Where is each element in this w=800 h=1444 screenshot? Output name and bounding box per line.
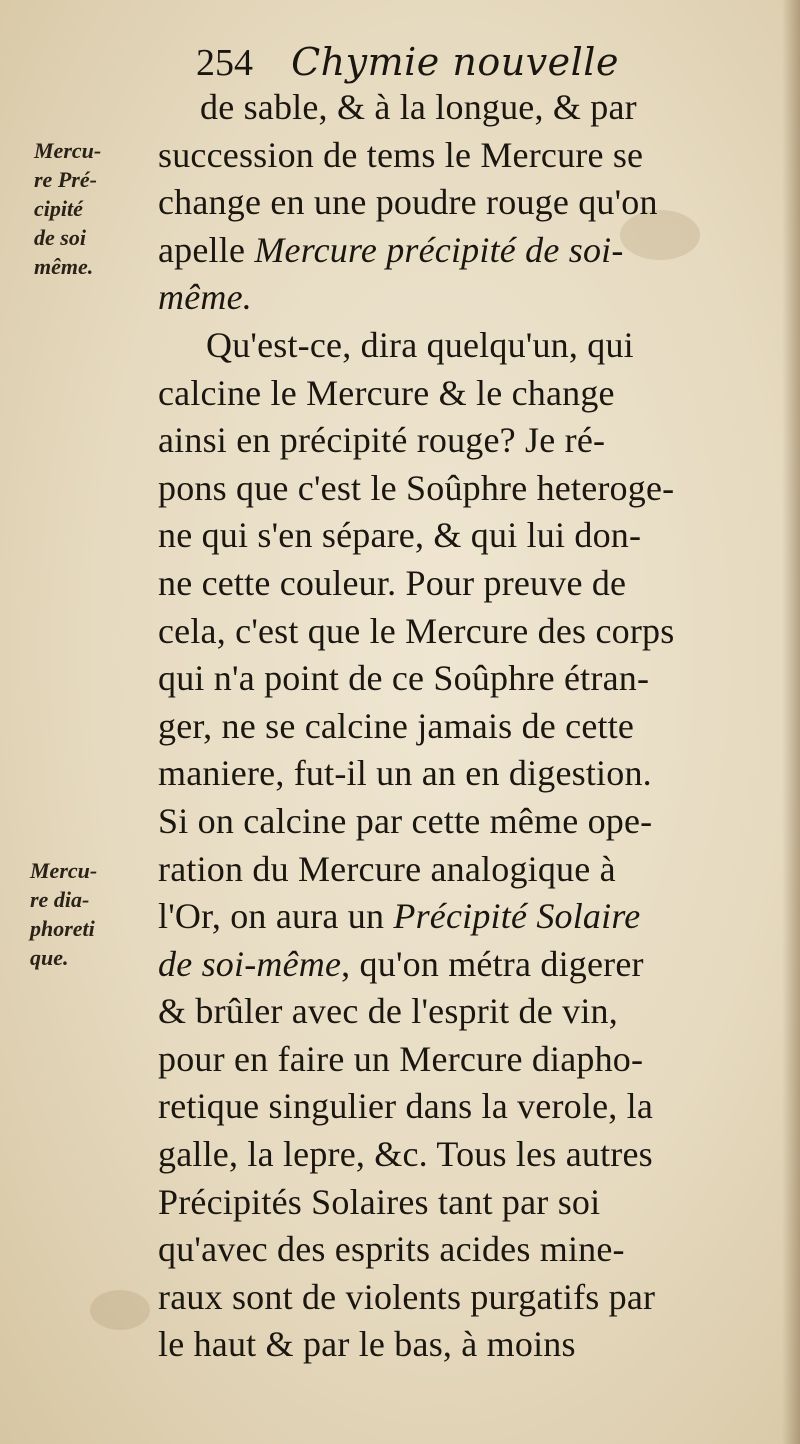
text-line-roman: apelle [158,229,255,270]
text-line [158,1321,768,1369]
text-line-roman: ne qui s'en sépare, & qui lui don- [158,515,642,556]
text-line-roman: , qu'on métra digerer [341,943,644,984]
text-line [158,417,768,465]
text-line-roman: change en une poudre rouge qu'on [158,182,658,223]
margin-note-line: re Pré- [34,167,97,192]
text-line-roman: pons que c'est le Soûphre heteroge- [158,467,675,508]
margin-note-line: phoreti [30,916,95,941]
text-line-roman: ainsi en précipité rouge? Je ré- [158,420,606,461]
text-line [158,1036,768,1084]
page-number: 254 [196,42,253,84]
margin-note-line: Mercu- [34,138,102,163]
text-line-roman: le haut & par le bas, à moins [158,1324,576,1365]
text-line [158,1131,768,1179]
text-line-roman: Qu'est-ce, dira quelqu'un, qui [206,324,634,365]
text-line [158,1226,768,1274]
text-line [158,132,768,180]
margin-note-line: cipité [34,196,83,221]
margin-note-mercure-precipite [34,136,154,281]
text-line-roman: cela, c'est que le Mercure des corps [158,610,675,651]
margin-note-line: même. [34,254,94,279]
text-line-roman: succession de tems le Mercure se [158,134,644,175]
text-line-italic: même. [158,277,252,318]
paper-stain [90,1290,150,1330]
text-line [158,1274,768,1322]
text-line [158,750,768,798]
margin-note-line: de soi [34,225,86,250]
text-line-roman: ger, ne se calcine jamais de cette [158,705,635,746]
text-line [158,274,768,322]
text-line-roman: ne cette couleur. Pour preuve de [158,562,627,603]
text-line-roman: raux sont de violents purgatifs par [158,1276,656,1317]
text-line-italic: Précipité Solaire [393,896,641,937]
text-line [158,227,768,275]
text-line [158,1083,768,1131]
text-line-roman: de sable, & à la longue, & par [200,87,637,127]
text-line-roman: qui n'a point de ce Soûphre étran- [158,658,650,699]
text-line [158,84,768,132]
margin-note-line: que. [30,945,69,970]
text-line-roman: calcine le Mercure & le change [158,372,615,413]
text-line [158,703,768,751]
text-line-italic: de soi-même [158,943,342,984]
text-line [158,655,768,703]
text-line [158,798,768,846]
body-text [158,84,768,1369]
text-line [158,179,768,227]
text-line [158,608,768,656]
text-line-roman: retique singulier dans la verole, la [158,1086,654,1127]
text-line [158,941,768,989]
text-line [158,560,768,608]
text-line [158,846,768,894]
page-edge-shadow [782,0,800,1444]
text-line [158,1179,768,1227]
text-line-roman: l'Or, on aura un [158,896,394,937]
text-line-roman: galle, la lepre, &c. Tous les autres [158,1134,653,1175]
margin-note-line: Mercu- [30,858,98,883]
running-title: Chymie nouvelle [291,40,619,84]
text-line [158,512,768,560]
text-line-roman: qu'avec des esprits acides mine- [158,1229,625,1270]
text-line [158,893,768,941]
text-line-italic: Mercure précipité de soi- [254,229,624,270]
text-line-roman: maniere, fut-il un an en digestion. [158,753,652,794]
text-line-roman: & brûler avec de l'esprit de vin, [158,991,618,1032]
text-line [158,370,768,418]
text-line [158,465,768,513]
text-line-roman: Précipités Solaires tant par soi [158,1181,601,1222]
text-line-roman: ration du Mercure analogique à [158,848,616,889]
text-line [158,988,768,1036]
text-line-roman: pour en faire un Mercure diapho- [158,1038,644,1079]
margin-note-line: re dia- [30,887,90,912]
margin-note-mercure-diaphoretique [30,856,154,972]
running-head [196,34,756,90]
text-line-roman: Si on calcine par cette même ope- [158,800,653,841]
text-line [158,322,768,370]
